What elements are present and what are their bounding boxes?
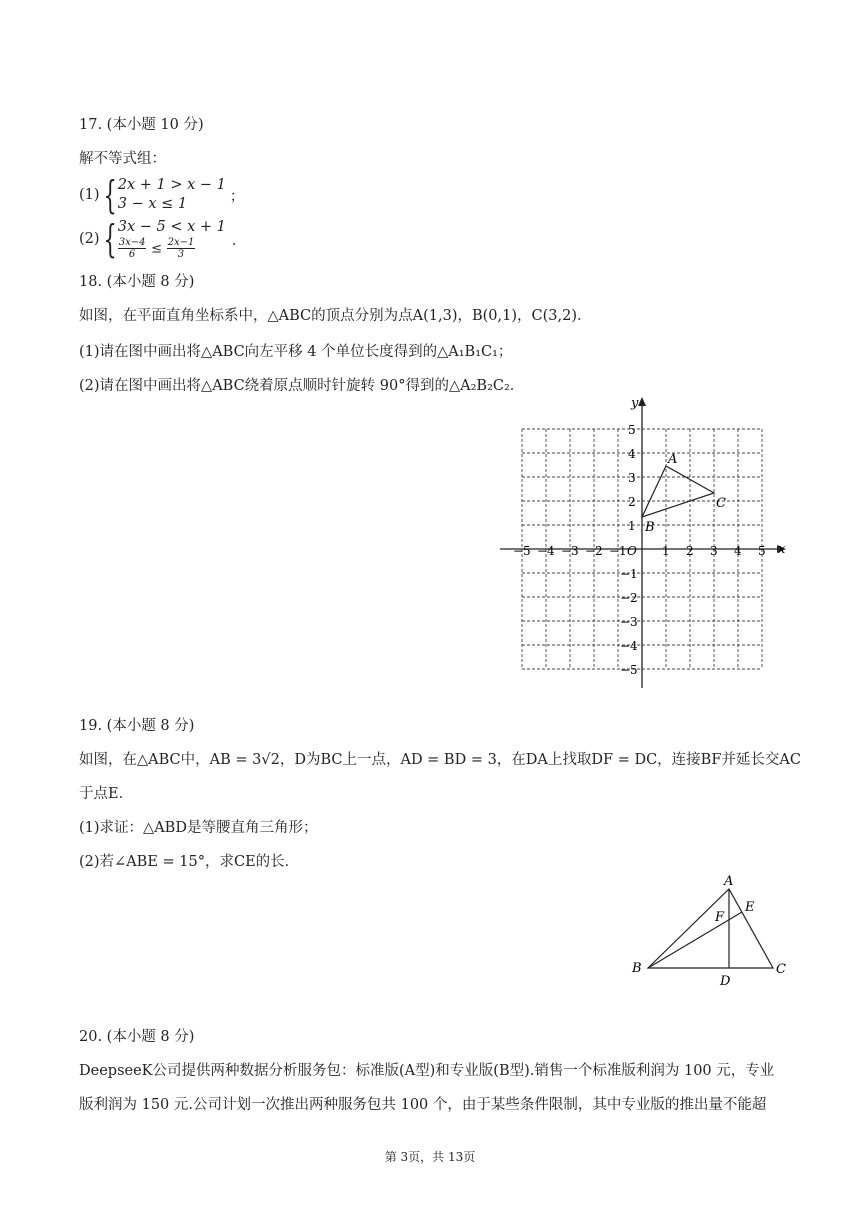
q19-line2: 于点E． [79,786,134,802]
q17-part1-row2: 3 − x ≤ 1 [117,196,188,212]
triangle-figure [625,870,795,990]
q19-part1: (1)求证：△ABD是等腰直角三角形； [79,820,318,836]
x-axis-label: x [778,542,786,557]
y-axis-label: y [631,396,639,411]
q19-part2: (2)若∠ABE = 15°，求CE的长． [79,854,300,870]
relation-le: ≤ [151,241,162,257]
x-tick-label: −5 [513,544,531,558]
q17-part1-label: (1) [79,187,100,203]
x-tick-label: 2 [686,544,694,558]
y-tick-label: 3 [628,471,636,485]
y-tick-label: 5 [628,423,636,437]
q17-part1-rows [118,176,226,214]
q17-intro: 解不等式组： [79,151,166,167]
q18-part2: (2)请在图中画出将△ABC绕着原点顺时针旋转 90°得到的△A₂B₂C₂． [79,378,525,394]
y-tick-label: 1 [628,519,636,533]
x-tick-labels [513,544,766,558]
q17-part2-row2 [118,237,226,260]
q18-intro: 如图，在平面直角坐标系中，△ABC的顶点分别为点A(1,3)，B(0,1)，C(3,2)． [79,308,592,324]
left-brace-icon: { [102,173,117,217]
q20-line2: 版利润为 150 元.公司计划一次推出两种服务包共 100 个，由于某些条件限制，其中专业版的推出量不能超 [79,1097,767,1113]
y-tick-label: 4 [628,447,636,461]
q17-part1-end: ； [229,188,245,205]
fraction-1 [118,237,147,260]
fig-label-a: A [724,874,734,889]
point-label-b: B [645,520,655,535]
fig-label-f: F [715,910,725,925]
triangle-abc [642,466,714,517]
fraction-1-den: 6 [128,249,136,260]
x-tick-label: 1 [662,544,670,558]
x-tick-label: 5 [758,544,766,558]
x-tick-label: −3 [561,544,579,558]
q17-part2-end: ． [231,232,247,249]
x-tick-label: 3 [710,544,718,558]
point-label-a: A [668,452,678,467]
fig-label-d: D [720,974,731,989]
x-tick-label: −4 [537,544,555,558]
q20-header: 20. (本小题 8 分) [79,1029,195,1045]
y-tick-label: −4 [620,639,638,653]
origin-label: O [627,544,637,558]
q17-system-2 [79,218,246,260]
q17-part2-rows [118,218,226,260]
q17-part2-label: (2) [79,231,100,247]
q19-line1: 如图，在△ABC中，AB = 3√2，D为BC上一点，AD = BD = 3，在DA上找取DF = DC，连接BF并延长交AC [79,752,801,768]
y-tick-label: −1 [620,567,638,581]
fraction-2 [167,237,196,260]
coordinate-grid-figure [490,393,800,688]
q17-system-1 [79,173,245,217]
y-tick-label: −5 [620,663,638,677]
q18-part1: (1)请在图中画出将△ABC向左平移 4 个单位长度得到的△A₁B₁C₁； [79,344,513,360]
page-footer: 第 3页，共 13页 [384,1150,476,1164]
x-tick-label: −1 [609,544,627,558]
left-brace-icon: { [102,217,117,261]
y-tick-label: 2 [628,495,636,509]
q19-header: 19. (本小题 8 分) [79,718,195,734]
fig-label-b: B [632,961,642,976]
fig-label-c: C [776,962,786,977]
x-tick-label: 4 [734,544,742,558]
q18-header: 18. (本小题 8 分) [79,274,195,290]
fraction-2-den: 3 [177,249,185,260]
q17-part2-row1: 3x − 5 < x + 1 [117,219,226,235]
fig-label-e: E [745,900,755,915]
q17-part1-row1: 2x + 1 > x − 1 [117,177,226,193]
x-tick-label: −2 [585,544,603,558]
y-tick-label: −3 [620,615,638,629]
segment-be [648,912,742,968]
q20-line1: DeepseeK公司提供两种数据分析服务包：标准版(A型)和专业版(B型).销售一个标准版利润为 100 元，专业 [79,1063,775,1079]
q17-header: 17. (本小题 10 分) [79,117,204,133]
fraction-2-num: 2x−1 [167,237,195,248]
fraction-1-num: 3x−4 [118,237,146,248]
point-label-c: C [716,496,726,511]
y-axis [638,397,646,688]
y-tick-label: −2 [620,591,638,605]
